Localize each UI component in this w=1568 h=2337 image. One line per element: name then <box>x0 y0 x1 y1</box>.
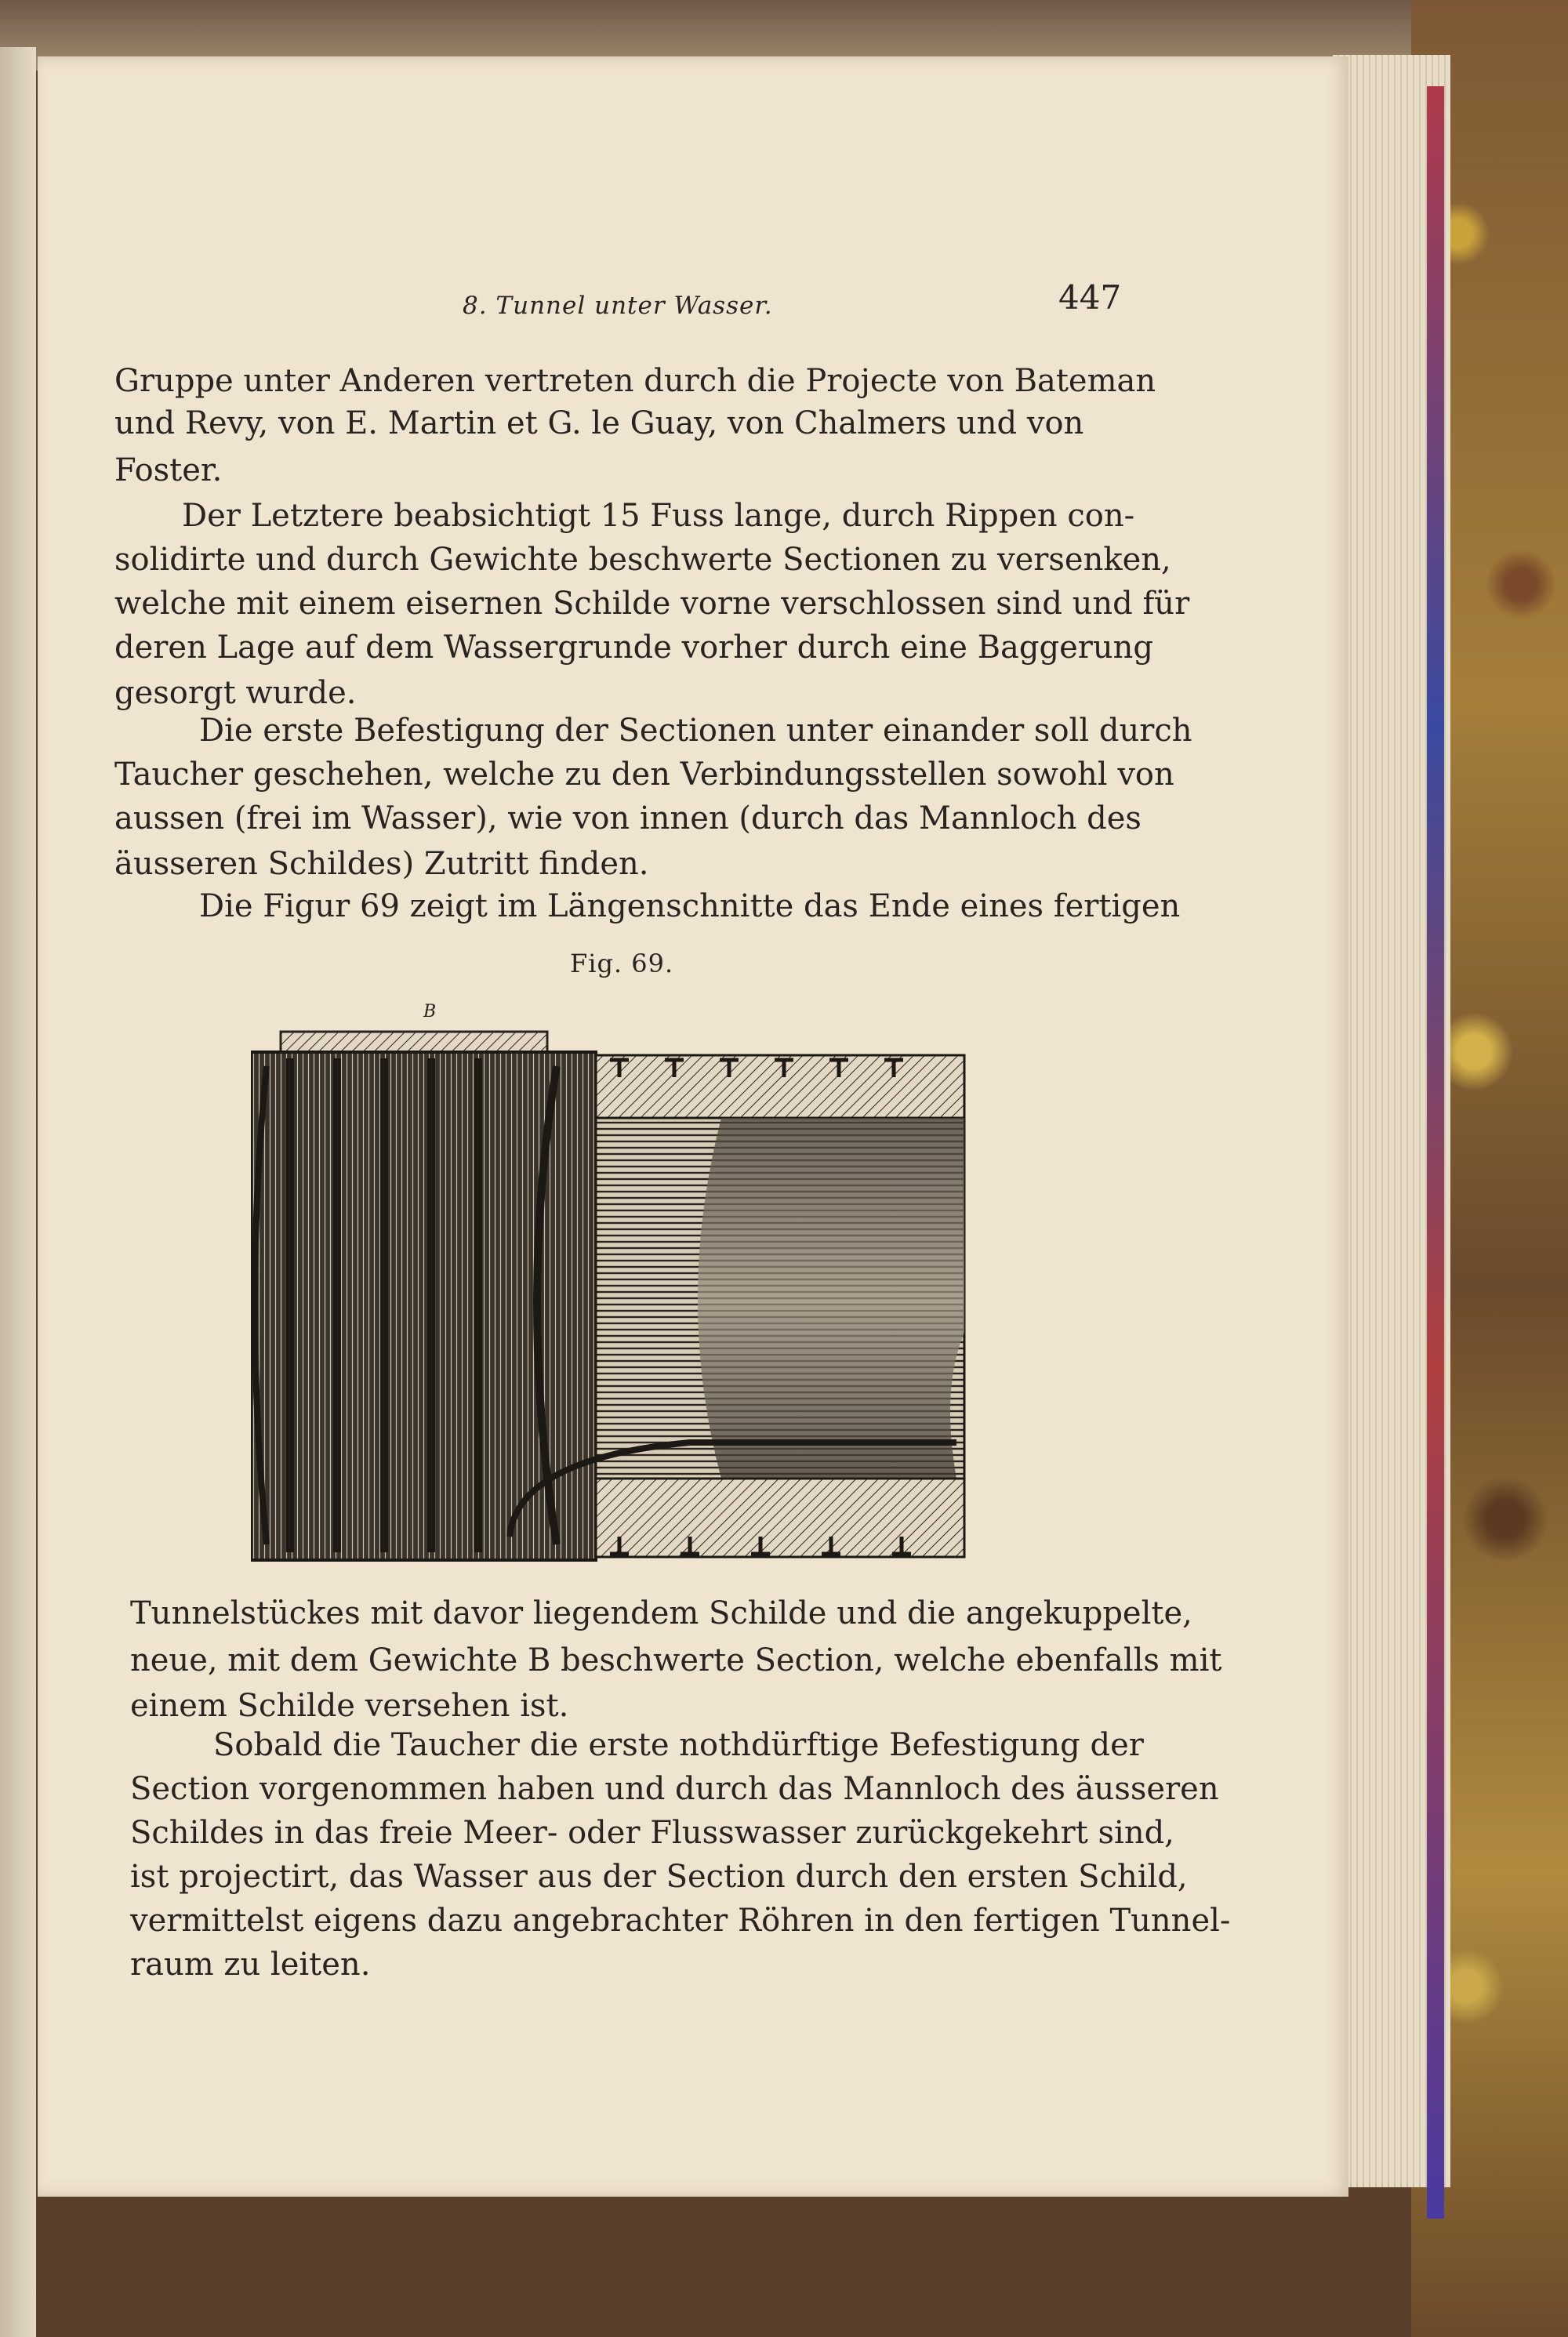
text-line: Tunnelstückes mit davor liegendem Schilde und die angekuppelte, <box>130 1595 1192 1631</box>
text-line: Gruppe unter Anderen vertreten durch die Projecte von Bateman <box>114 363 1156 399</box>
text-line: äusseren Schildes) Zutritt finden. <box>114 846 649 882</box>
text-line: einem Schilde versehen ist. <box>130 1688 569 1724</box>
text-line: Schildes in das freie Meer- oder Flusswasser zurückgekehrt sind, <box>130 1815 1174 1851</box>
text-line: deren Lage auf dem Wassergrunde vorher durch eine Baggerung <box>114 630 1153 666</box>
tunnel-shading <box>698 1118 964 1479</box>
text-line: Der Letztere beabsichtigt 15 Fuss lange, durch Rippen con- <box>182 498 1135 534</box>
text-line: welche mit einem eisernen Schilde vorne verschlossen sind und für <box>114 586 1190 622</box>
text-line: gesorgt wurde. <box>114 675 357 711</box>
text-line: raum zu leiten. <box>130 1947 371 1983</box>
page-number: 447 <box>1058 278 1122 317</box>
tunnel-wall-top <box>596 1055 964 1118</box>
text-line: Taucher geschehen, welche zu den Verbindungsstellen sowohl von <box>114 757 1174 793</box>
text-line: und Revy, von E. Martin et G. le Guay, von Chalmers und von <box>114 405 1084 441</box>
tunnel-wall-bottom <box>596 1479 964 1557</box>
text-line: Foster. <box>114 452 223 488</box>
figure-label-b: B <box>423 1002 437 1022</box>
marbled-edge-band <box>1427 86 1444 2219</box>
text-line: solidirte und durch Gewichte beschwerte Sectionen zu versenken, <box>114 542 1171 578</box>
tunnel-section-figure <box>251 1019 972 1568</box>
weight-b <box>281 1032 547 1052</box>
text-line: ist projectirt, das Wasser aus der Section durch den ersten Schild, <box>130 1859 1188 1895</box>
text-line: aussen (frei im Wasser), wie von innen (durch das Mannloch des <box>114 800 1142 836</box>
text-line: Die Figur 69 zeigt im Längenschnitte das Ende eines fertigen <box>199 888 1181 924</box>
text-line: Section vorgenommen haben und durch das Mannloch des äusseren <box>130 1771 1219 1807</box>
text-line: neue, mit dem Gewichte B beschwerte Section, welche ebenfalls mit <box>130 1642 1222 1678</box>
book-gutter <box>0 47 36 2337</box>
figure-caption: Fig. 69. <box>570 949 674 978</box>
text-line: Die erste Befestigung der Sectionen unter einander soll durch <box>199 713 1192 749</box>
text-line: Sobald die Taucher die erste nothdürftige Befestigung der <box>213 1727 1144 1763</box>
text-line: vermittelst eigens dazu angebrachter Röhren in den fertigen Tunnel- <box>130 1903 1231 1939</box>
running-title: 8. Tunnel unter Wasser. <box>463 292 773 320</box>
